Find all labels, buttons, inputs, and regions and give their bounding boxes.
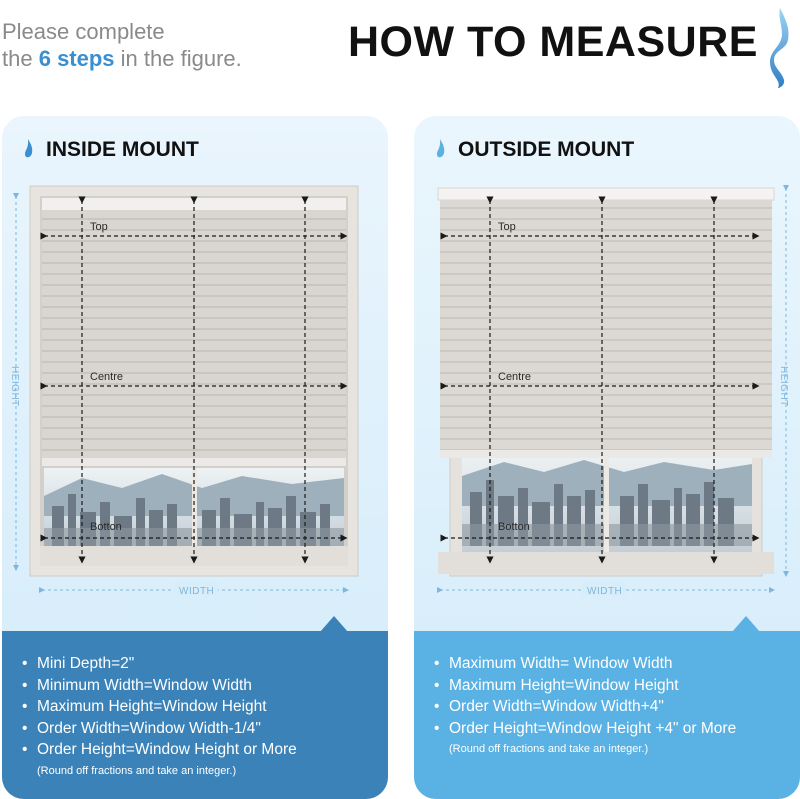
- label-bottom: Botton: [90, 521, 122, 533]
- label-width: WIDTH: [587, 586, 623, 597]
- inside-mount-list: [22, 653, 297, 781]
- inside-mount-title: INSIDE MOUNT: [46, 138, 199, 161]
- label-top: Top: [498, 221, 516, 233]
- water-drop-icon: [22, 138, 34, 162]
- page-title: HOW TO MEASURE: [348, 18, 758, 66]
- inside-mount-heading: [22, 138, 199, 162]
- list-item: • Maximum Height=Window Height: [22, 698, 267, 715]
- info-pointer: [732, 616, 760, 632]
- info-pointer: [320, 616, 348, 632]
- label-top: Top: [90, 221, 108, 233]
- intro-text: [2, 18, 242, 72]
- list-item: • Order Height=Window Height +4" or More: [434, 719, 737, 737]
- label-centre: Centre: [90, 371, 124, 383]
- label-height: HEIGHT: [778, 366, 789, 407]
- list-item: • Maximum Height=Window Height: [434, 676, 679, 694]
- inside-mount-panel: [2, 116, 388, 799]
- brand-water-drop-icon: [766, 6, 794, 90]
- intro-steps-highlight: 6 steps: [38, 46, 115, 71]
- label-bottom: Botton: [498, 521, 530, 533]
- intro-rest: in the figure.: [120, 46, 242, 71]
- label-height: HEIGHT: [9, 366, 20, 407]
- outside-mount-diagram: [414, 176, 800, 626]
- window-mullion: [604, 452, 609, 552]
- label-width: WIDTH: [179, 586, 215, 597]
- outside-mount-list: [434, 653, 736, 759]
- intro-line-2: [2, 45, 242, 72]
- window-sill: [438, 552, 774, 574]
- window-sill: [40, 546, 348, 566]
- rounding-note: (Round off fractions and take an integer.): [37, 764, 237, 777]
- list-item: • Minimum Width=Window Width: [22, 676, 252, 694]
- intro-the: the: [2, 46, 33, 71]
- outside-mount-title: OUTSIDE MOUNT: [458, 138, 635, 161]
- water-drop-icon: [434, 138, 446, 162]
- label-centre: Centre: [498, 371, 532, 383]
- outside-mount-heading: [434, 138, 634, 162]
- list-item: • Order Width=Window Width+4": [434, 698, 664, 715]
- list-item: • Order Height=Window Height or More: [22, 741, 297, 758]
- list-item: • Mini Depth=2": [22, 655, 135, 672]
- headrail: [438, 188, 774, 200]
- rounding-note: (Round off fractions and take an integer.): [449, 743, 649, 755]
- inside-mount-diagram: [2, 176, 388, 626]
- outside-mount-info: [414, 631, 800, 799]
- outside-mount-panel: [414, 116, 800, 799]
- list-item: • Maximum Width= Window Width: [434, 655, 673, 672]
- list-item: • Order Width=Window Width-1/4": [22, 719, 261, 737]
- inside-mount-info: [2, 631, 388, 799]
- intro-line-1: Please complete: [2, 19, 165, 44]
